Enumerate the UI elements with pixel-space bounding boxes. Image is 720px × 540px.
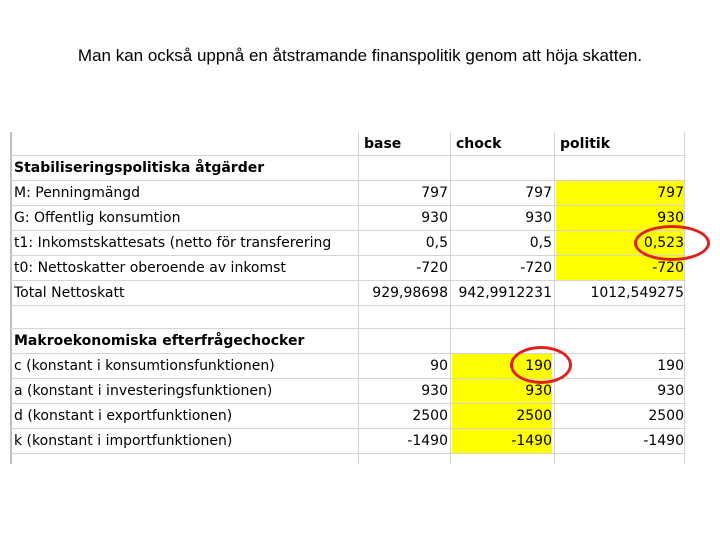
- row-label: d (konstant i exportfunktionen): [14, 408, 233, 424]
- chock-value: 930: [525, 210, 552, 226]
- row-label: t1: Inkomstskattesats (netto för transferering: [14, 235, 332, 251]
- politik-value: 797: [657, 185, 684, 201]
- chock-value: 190: [525, 358, 552, 374]
- base-value: -720: [416, 260, 448, 276]
- section-title-row: [10, 156, 686, 181]
- column-header-chock: chock: [456, 136, 502, 152]
- chock-value: -720: [520, 260, 552, 276]
- table-row: [10, 181, 686, 206]
- table-row: [10, 206, 686, 231]
- column-header-politik: politik: [560, 136, 611, 152]
- chock-value: 942,9912231: [458, 285, 552, 301]
- politik-value: -720: [652, 260, 684, 276]
- politik-value: 190: [657, 358, 684, 374]
- base-value: 2500: [412, 408, 448, 424]
- politik-t1-circle: [634, 225, 710, 261]
- base-value: -1490: [407, 433, 448, 449]
- row-label: a (konstant i investeringsfunktionen): [14, 383, 273, 399]
- base-value: 930: [421, 383, 448, 399]
- chock-value: 0,5: [529, 235, 552, 251]
- header-row: [10, 132, 686, 157]
- table-row: [10, 429, 686, 454]
- chock-value: 797: [525, 185, 552, 201]
- table-row: [10, 404, 686, 429]
- politik-value: 0,523: [643, 235, 684, 251]
- table-row: [10, 231, 686, 256]
- row-label: M: Penningmängd: [14, 185, 141, 201]
- row-label: k (konstant i importfunktionen): [14, 433, 233, 449]
- row-label: t0: Nettoskatter oberoende av inkomst: [14, 260, 286, 276]
- chock-value: 930: [525, 383, 552, 399]
- politik-value: 1012,549275: [590, 285, 684, 301]
- section-title-row: [10, 329, 686, 354]
- row-label: c (konstant i konsumtionsfunktionen): [14, 358, 275, 374]
- chock-c-circle: [510, 346, 572, 384]
- base-value: 797: [421, 185, 448, 201]
- slide-title: Man kan också uppnå en åtstramande finanspolitik genom att höja skatten.: [77, 46, 643, 65]
- table-row: [10, 354, 686, 379]
- section-title: Makroekonomiska efterfrågechocker: [14, 333, 305, 349]
- chock-value: 2500: [516, 408, 552, 424]
- base-value: 929,98698: [372, 285, 448, 301]
- row-label: G: Offentlig konsumtion: [14, 210, 181, 226]
- chock-value: -1490: [511, 433, 552, 449]
- base-value: 0,5: [425, 235, 448, 251]
- table-row: [10, 256, 686, 281]
- politik-value: 930: [657, 210, 684, 226]
- table-row: [10, 281, 686, 306]
- column-header-base: base: [364, 136, 402, 152]
- politik-value: 930: [657, 383, 684, 399]
- politik-value: 2500: [648, 408, 684, 424]
- table-row: [10, 379, 686, 404]
- base-value: 930: [421, 210, 448, 226]
- section-title: Stabiliseringspolitiska åtgärder: [14, 160, 265, 176]
- politik-value: -1490: [643, 433, 684, 449]
- row-label: Total Nettoskatt: [14, 285, 125, 301]
- spreadsheet: [10, 132, 686, 464]
- base-value: 90: [430, 358, 448, 374]
